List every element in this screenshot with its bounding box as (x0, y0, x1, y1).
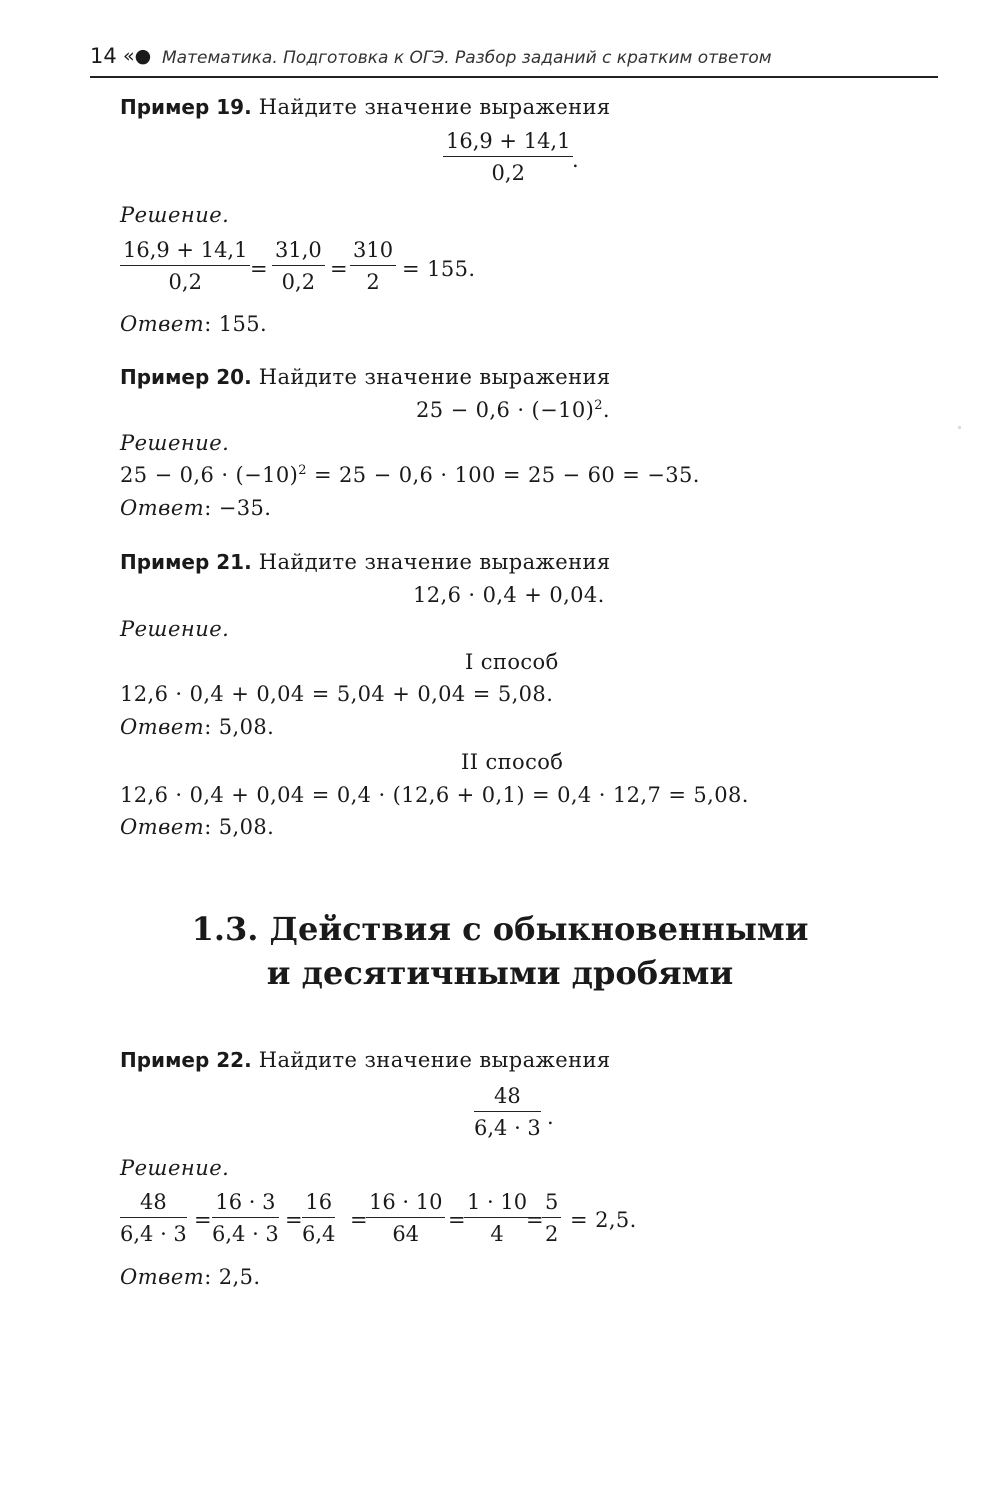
ex19-solution-label: Решение. (120, 203, 230, 227)
equals-sign: = (250, 257, 268, 281)
ex20-answer: Ответ: −35. (120, 496, 272, 520)
ex19-expression: $\frac{16,9 + 14,1}{0,2}$ (443, 129, 573, 185)
ex22-statement (120, 1048, 611, 1072)
ex19-expr-period: . (572, 148, 579, 172)
ex20-title: Пример 20. (120, 365, 252, 389)
ex21-answer-1: Ответ: 5,08. (120, 715, 275, 739)
ex22-step-4: $\frac{16 \cdot 10}{64}$ (366, 1190, 445, 1246)
section-heading-line-1: 1.3. Действия с обыкновенными (191, 910, 809, 948)
ex19-title: Пример 19. (120, 95, 252, 119)
header-ornament: «● (123, 45, 152, 67)
equals-sign: = (194, 1208, 212, 1232)
ex20-solution: $25 - 0,6 \cdot (-10)^2 = 25 - 0,6 \cdot 100 = 25 - 60 = -35$. (120, 463, 700, 487)
ex21-answer-2: Ответ: 5,08. (120, 815, 275, 839)
ex21-method-2: II способ (461, 750, 564, 774)
ex21-prompt: Найдите значение выражения (258, 550, 611, 574)
ex19-step-2: $\frac{31,0}{0,2}$ (272, 238, 325, 294)
equals-sign: = (330, 257, 348, 281)
running-header (90, 42, 938, 78)
ex22-prompt: Найдите значение выражения (258, 1048, 611, 1072)
ex19-step-3: $\frac{310}{2}$ (350, 238, 396, 294)
ex21-solution-1: 12,6 · 0,4 + 0,04 = 5,04 + 0,04 = 5,08. (120, 682, 554, 706)
ex19-answer: Ответ: 155. (120, 312, 268, 336)
ex20-expression: $25 - 0,6 \cdot (-10)^2$. (416, 398, 610, 422)
section-heading-line-2: и десятичными дробями (266, 954, 734, 992)
ex19-statement (120, 95, 611, 119)
ex21-solution-2: 12,6 · 0,4 + 0,04 = 0,4 · (12,6 + 0,1) = 0,4 · 12,7 = 5,08. (120, 783, 749, 807)
page-number: 14 (90, 44, 117, 68)
ex22-step-1: $\frac{48}{6,4 \cdot 3}$ (120, 1190, 187, 1246)
ex22-solution-label: Решение. (120, 1156, 230, 1180)
ex21-method-1: I способ (465, 650, 559, 674)
equals-sign: = (350, 1208, 368, 1232)
ex19-prompt: Найдите значение выражения (258, 95, 611, 119)
ex21-statement (120, 550, 611, 574)
ex20-prompt: Найдите значение выражения (258, 365, 611, 389)
ex22-step-2: $\frac{16 \cdot 3}{6,4 \cdot 3}$ (212, 1190, 279, 1246)
ex22-step-3: $\frac{16}{6,4}$ (302, 1190, 336, 1246)
ex19-step-1: $\frac{16,9 + 14,1}{0,2}$ (120, 238, 250, 294)
ex22-answer: Ответ: 2,5. (120, 1265, 261, 1289)
ex22-result: = 2,5. (570, 1208, 637, 1232)
equals-sign: = (448, 1208, 466, 1232)
ex20-statement (120, 365, 611, 389)
equals-sign: = (526, 1208, 544, 1232)
ex22-expression: $\frac{48}{6,4 \cdot 3}$ (474, 1084, 541, 1140)
ex21-expression: 12,6 · 0,4 + 0,04. (413, 583, 605, 607)
running-title: Математика. Подготовка к ОГЭ. Разбор заданий с кратким ответом (162, 48, 772, 68)
equals-sign: = (285, 1208, 303, 1232)
ex19-result: = 155. (402, 257, 476, 281)
ex20-solution-label: Решение. (120, 431, 230, 455)
ex22-title: Пример 22. (120, 1048, 252, 1072)
ex21-solution-label: Решение. (120, 617, 230, 641)
ex22-step-6: $\frac{5}{2}$ (542, 1190, 561, 1246)
ex22-expr-period: . (547, 1105, 554, 1129)
scan-speck (958, 426, 961, 429)
ex22-step-5: $\frac{1 \cdot 10}{4}$ (464, 1190, 530, 1246)
ex21-title: Пример 21. (120, 550, 252, 574)
